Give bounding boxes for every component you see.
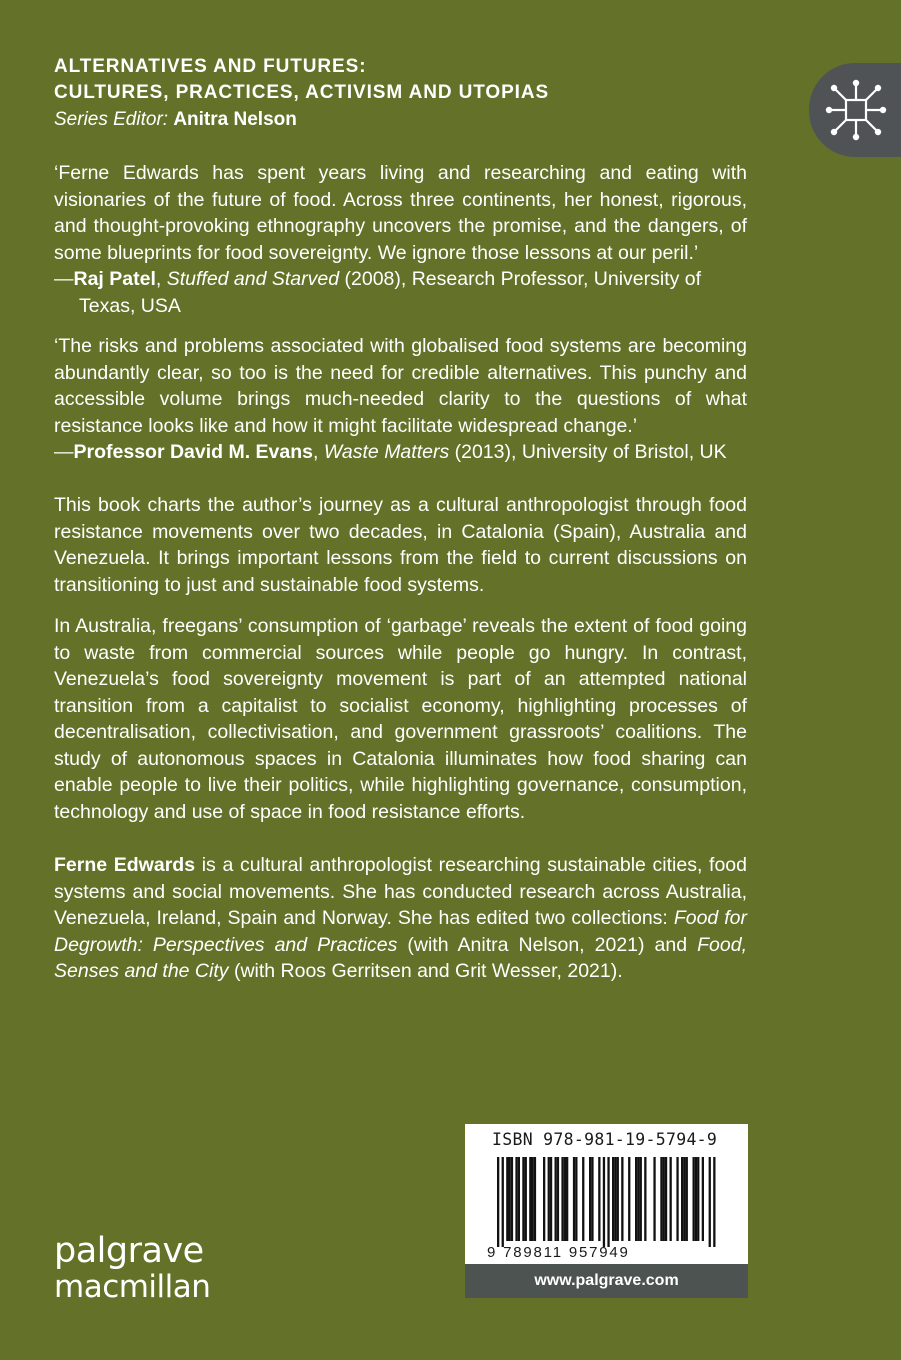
series-editor-name: Anitra Nelson [173, 109, 297, 130]
barcode-bar [709, 1157, 711, 1247]
barcode-bar [598, 1157, 600, 1241]
barcode-bar [502, 1157, 504, 1247]
quote-book: Stuffed and Starved [166, 268, 340, 290]
barcode-bar [534, 1157, 536, 1241]
barcode-bar [607, 1157, 609, 1247]
barcode-bar [582, 1157, 584, 1241]
barcode-bar [550, 1157, 552, 1241]
barcode-bar [543, 1157, 545, 1241]
barcode-bar [506, 1157, 508, 1241]
barcode-bar [509, 1157, 511, 1241]
barcode-bar [515, 1157, 517, 1241]
barcode-bar [702, 1157, 704, 1241]
quote-detail: (2008), Research Professor, University of [339, 268, 702, 290]
barcode-bar [628, 1157, 630, 1241]
barcode-bar [573, 1157, 575, 1241]
barcode-bar [561, 1157, 563, 1241]
barcode-bar [670, 1157, 672, 1241]
bio-book-2: Food, Senses and the City [54, 933, 747, 982]
series-editor-label: Series Editor: [54, 109, 169, 130]
barcode-bar [555, 1157, 557, 1241]
endorsement-quote-2 [54, 333, 747, 466]
quote-text: ‘Ferne Edwards has spent years living and researching and eating with visionaries of the future of food. Across three continents, her honest, rigorous, and thought-provoking ethnography uncovers the promise, and the dangers, of some blueprints for food sovereignty. We ignore those lessons at our peril.’ [54, 162, 747, 264]
series-title-line2: CULTURES, PRACTICES, ACTIVISM AND UTOPIAS [54, 82, 550, 103]
description-paragraph-2: In Australia, freegans’ consumption of ‘garbage’ reveals the extent of food going to waste from commercial sources while people go hungry. In contrast, Venezuela’s food sovereignty movement is part of an attempted national transition from a capitalist to socialist economy, highlighting processes of decentralisation, collectivisation, and government grassroots’ coalitions. The study of autonomous spaces in Catalonia illuminates how food sharing can enable people to live their politics, while highlighting governance, consumption, technology and use of space in food resistance efforts. [54, 615, 747, 823]
attribution-dash: — [54, 441, 74, 463]
barcode-digits: 9 789811 957949 [487, 1244, 630, 1261]
quote-detail-cont: Texas, USA [79, 294, 181, 317]
palgrave-network-icon [821, 73, 891, 145]
barcode-bar [518, 1157, 520, 1241]
quote-author: Raj Patel [73, 268, 156, 290]
barcode-bars [465, 1155, 748, 1247]
barcode-bar [591, 1157, 593, 1241]
barcode-bar [548, 1157, 550, 1241]
barcode-bar [612, 1157, 614, 1241]
barcode-bar [564, 1157, 566, 1241]
attribution-separator: , [313, 441, 324, 463]
bio-book-1: Food for Degrowth: Perspectives and Practices [54, 907, 747, 956]
barcode-bar [637, 1157, 639, 1241]
barcode-bar [522, 1157, 524, 1241]
barcode-bar [644, 1157, 646, 1241]
barcode-bar [640, 1157, 642, 1241]
barcode-bar [497, 1157, 499, 1247]
publisher-name-line2: macmillan [54, 1269, 211, 1305]
barcode-bar [617, 1157, 619, 1241]
barcode-bar [614, 1157, 616, 1241]
barcode-bar [713, 1157, 715, 1247]
bio-text-2: (with Anitra Nelson, 2021) and [397, 933, 698, 956]
barcode-bar [697, 1157, 699, 1241]
barcode-bar [557, 1157, 559, 1241]
quote-attribution [54, 266, 747, 293]
barcode-bar [665, 1157, 667, 1241]
author-bio [54, 852, 747, 985]
barcode-bar [529, 1157, 531, 1241]
barcode-bar [683, 1157, 685, 1241]
endorsement-quote-1 [54, 160, 747, 319]
barcode-bar [676, 1157, 678, 1241]
series-editor [54, 107, 774, 133]
attribution-dash: — [54, 268, 74, 290]
attribution-separator: , [155, 268, 167, 290]
barcode-bar [660, 1157, 662, 1241]
series-title-line1: ALTERNATIVES AND FUTURES: [54, 56, 367, 77]
description-paragraph-1: This book charts the author’s journey as a cultural anthropologist through food resistance movements over two decades, in Catalonia (Spain), Australia and Venezuela. It brings important lessons from the field to current discussions on transitioning to just and sustainable food systems. [54, 494, 747, 596]
bio-text-3: (with Roos Gerritsen and Grit Wesser, 2021). [228, 960, 623, 982]
quote-text: ‘The risks and problems associated with globalised food systems are becoming abundantly clear, so too is the need for credible alternatives. This punchy and accessible volume brings much-needed clarity to the questions of what resistance looks like and how it might facilitate widespread change.’ [54, 335, 747, 437]
publisher-url: www.palgrave.com [465, 1264, 748, 1298]
barcode-bar [635, 1157, 637, 1241]
barcode-bar [511, 1157, 513, 1241]
barcode-bar [621, 1157, 623, 1241]
barcode-bar [693, 1157, 695, 1241]
barcode-bar [532, 1157, 534, 1241]
barcode-bar [695, 1157, 697, 1241]
barcode-bar [575, 1157, 577, 1241]
quote-attribution [54, 439, 747, 466]
isbn-label: ISBN 978-981-19-5794-9 [492, 1130, 718, 1149]
palgrave-logo-tab [809, 63, 901, 157]
barcode-bar [603, 1157, 605, 1247]
barcode-box [465, 1124, 748, 1298]
barcode-bar [589, 1157, 591, 1241]
author-name: Ferne Edwards [54, 854, 196, 876]
barcode-bar [686, 1157, 688, 1241]
series-header [54, 54, 774, 133]
barcode-bar [663, 1157, 665, 1241]
barcode-bar [566, 1157, 568, 1241]
barcode-bar [681, 1157, 683, 1241]
bio-text-1: is a cultural anthropologist researching sustainable cities, food systems and social movements. She has conducted research across Australia, Venezuela, Ireland, Spain and Norway. She has edited two collections: [54, 854, 747, 929]
quote-book: Waste Matters [323, 441, 450, 463]
publisher-name-line1: palgrave [54, 1231, 204, 1271]
barcode-bar [525, 1157, 527, 1241]
quote-author: Professor David M. Evans [73, 441, 314, 463]
barcode-bar [653, 1157, 655, 1241]
quote-detail: (2013), University of Bristol, UK [449, 441, 727, 463]
publisher-logo [54, 1232, 210, 1304]
